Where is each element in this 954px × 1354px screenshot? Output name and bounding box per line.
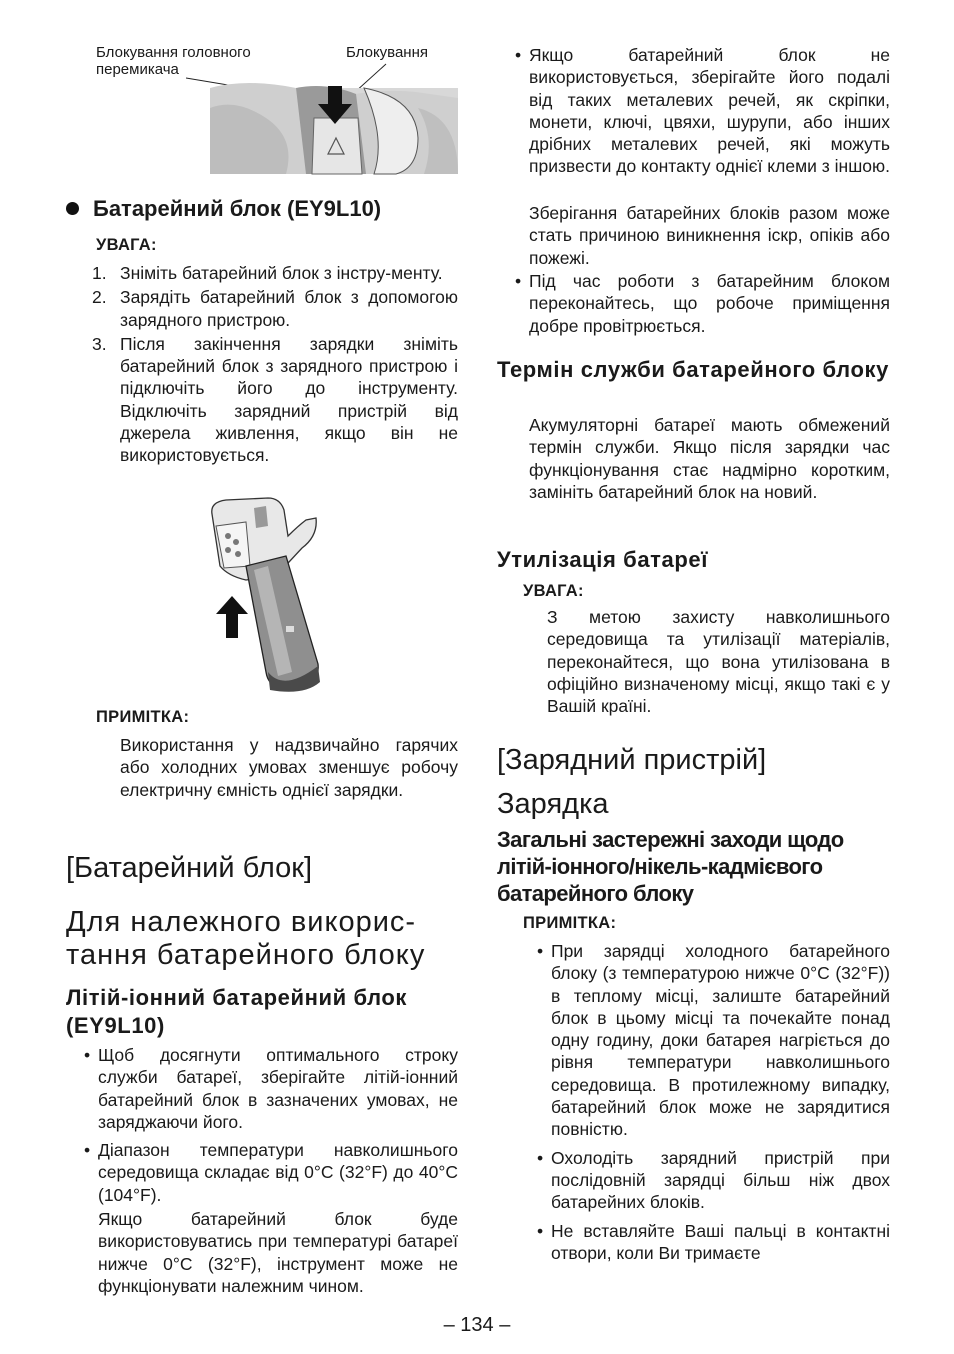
list-continuation: Зберігання батарейних блоків разом може стать причиною виникнення іскр, опіків або пожежі. (529, 203, 890, 268)
list-item: • Не вставляйте Ваші пальці в контактні отвори, коли Ви тримаєте (537, 1220, 890, 1263)
li-ion-bullets (66, 1044, 458, 1208)
list-item: • Охолодіть зарядний пристрій при послідовній зарядці більш ніж двох батарейних блоків. (537, 1147, 890, 1213)
list-item: • Щоб досягнути оптимального строку служби батареї, зберігайте літій-іонний батарейний блок в зазначених умовах, не заряджаючи його. (84, 1045, 458, 1132)
list-item: • Під час роботи з батарейним блоком переконайтесь, що робоче приміщення добре провітрюється. (515, 271, 890, 336)
ventilation-bullets (497, 270, 890, 343)
charger-section-title: [Зарядний пристрій] (497, 744, 767, 776)
bullet-dot-icon (66, 202, 79, 215)
service-life-title: Термін служби батарейного блоку (497, 357, 889, 382)
label-main-switch-lock: Блокування головного перемикача (96, 44, 251, 78)
step-item: 1. Зніміть батарейний блок з інстру-менту. (92, 263, 443, 283)
proper-use-title: Для належного викорис-тання батарейного блоку (66, 906, 426, 971)
battery-bullet-heading: Батарейний блок (EY9L10) (66, 196, 458, 222)
step-item: 3. Після закінчення зарядки зніміть батарейний блок з зарядного пристрою і підключіть його до інструменту. Відключіть зарядний пристрій від джерела живлення, якщо він не використовується. (92, 333, 458, 466)
label-lock: Блокування (346, 44, 429, 61)
disposal-title: Утилізація батареї (497, 547, 709, 572)
removal-steps (66, 262, 458, 469)
note-label: ПРИМІТКА: (523, 914, 617, 932)
switch-lock-illustration (186, 58, 460, 176)
page-number: – 134 – (443, 1314, 511, 1336)
note-text: Використання у надзвичайно гарячих або холодних умовах зменшує робочу електричну ємність однієї зарядки. (120, 735, 458, 800)
battery-block-section-title: [Батарейний блок] (66, 852, 313, 884)
li-ion-title: Літій-іонний батарейний блок (EY9L10) (66, 985, 408, 1038)
service-life-text: Акумуляторні батареї мають обмежений термін служби. Якщо після зарядки час функціонування стає надмірно коротким, замініть батарейний блок на новий. (529, 415, 890, 502)
list-continuation: Якщо батарейний блок буде використовуватись при температурі батареї нижче 0°C (32°F), інструмент може не функціонувати належним чином. (98, 1209, 458, 1296)
list-item: • Діапазон температури навколишнього середовища складає від 0°C (32°F) до 40°C (104°F). (84, 1140, 458, 1205)
charger-bullets (519, 940, 890, 1270)
precautions-title: Загальні застережні заходи щодо літій-іонного/нікель-кадмієвого батарейного блоку (497, 827, 844, 906)
list-item: • При зарядці холодного батарейного блоку (з температурою нижче 0°C (32°F)) в теплому місці, залиште батарейний блок в цьому місці та почекайте понад одну годину, доки батарея нагріється до рівня температури навколишнього середовища. В протилежному випадку, батарейний блок може не зарядитися повністю. (537, 941, 890, 1140)
charging-title: Зарядка (497, 788, 609, 820)
step-item: 2. Зарядіть батарейний блок з допомогою зарядного пристрою. (92, 287, 458, 330)
list-item: • Якщо батарейний блок не використовується, зберігайте його подалі від таких металевих речей, як скріпки, монети, ключі, цвяхи, шурупи, або інших дрібних металевих речей, які можуть призвести до контакту однієї клеми з іншою. (515, 45, 890, 177)
caution-label: УВАГА: (523, 582, 584, 600)
storage-bullets (497, 44, 890, 180)
battery-removal-illustration (206, 496, 346, 696)
note-label: ПРИМІТКА: (96, 708, 190, 726)
caution-label: УВАГА: (96, 236, 157, 254)
disposal-text: З метою захисту навколишнього середовища та утилізації матеріалів, переконайтеся, що вона утилізована в офіційно визначеному місці, якщо такі є у Вашій країні. (547, 607, 890, 717)
